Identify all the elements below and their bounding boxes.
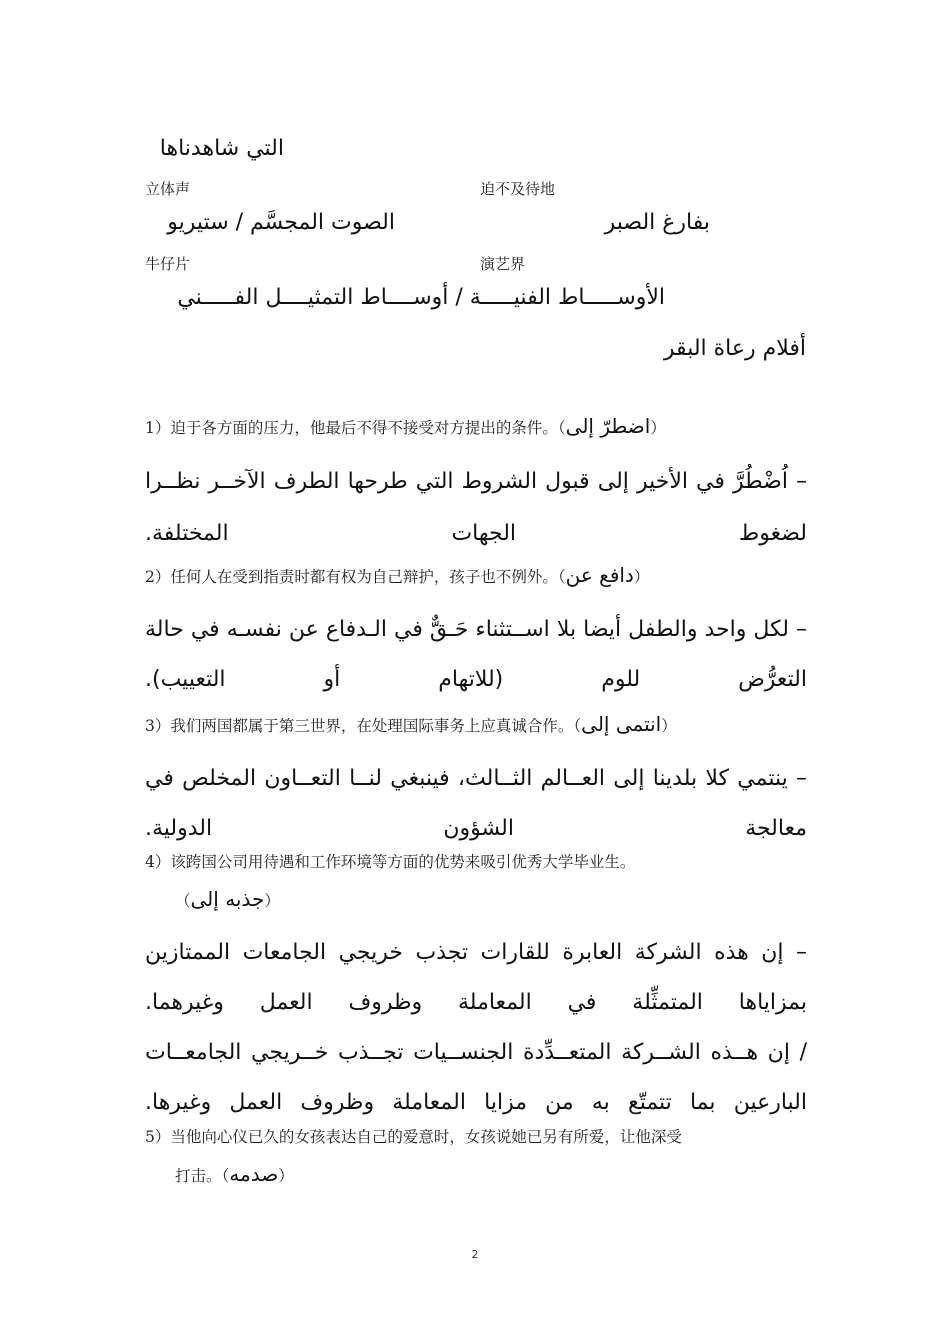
vocab-continuation-line: التي شاهدناها: [159, 136, 284, 161]
example-zh-text: 迫于各方面的压力，他最后不得不接受对方提出的条件。: [170, 419, 558, 437]
example-keyword-line: （جذبه إلى）: [175, 887, 280, 911]
example-translation-alt: / إن هــذه الشــركة المتعــدِّدة الجنســيات تجــذب خــريجي الجامعــات البارعين بما تتمتّع به من مزايا المعاملة وظروف العمل وغيرها.: [145, 1040, 807, 1115]
example-translation: – إن هذه الشركة العابرة للقارات تجذب خريجي الجامعات الممتازين بمزاياها المتمثِّلة في المعاملة وظروف العمل وغيرهما.: [145, 940, 807, 1015]
vocab-ar-term: الأوســـــاط الفنيـــــة / أوســــاط التمثيــــل الفـــــني: [177, 285, 665, 310]
vocab-zh-term: 立体声: [145, 180, 191, 198]
example-zh-text: 该跨国公司用待遇和工作环境等方面的优势来吸引优秀大学毕业生。: [170, 853, 636, 871]
vocab-zh-term: 演艺界: [480, 255, 526, 273]
example-number: 2）: [145, 568, 171, 586]
example-number: 5）: [145, 1128, 171, 1146]
example-number: 4）: [145, 853, 171, 871]
example-translation: – لكل واحد والطفل أيضا بلا اســتثناء حَـقٌّ في الـدفاع عن نفسـه في حالة التعرُّض للوم (للاتهام أو التعييب).: [145, 617, 807, 692]
example-zh-text: 任何人在受到指责时都有权为自己辩护，孩子也不例外。: [170, 568, 558, 586]
example-keyword: انتمى إلى: [581, 712, 662, 736]
example-sentence: 1）迫于各方面的压力，他最后不得不接受对方提出的条件。（اضطرّ إلى）: [145, 414, 666, 438]
example-translation: – اُضْطُرَّ في الأخير إلى قبول الشروط التي طرحها الطرف الآخــر نظــرا لضغوط الجهات المختلفة.: [145, 469, 807, 546]
example-keyword: اضطرّ إلى: [565, 414, 651, 438]
example-zh-text: 当他向心仪已久的女孩表达自己的爱意时，女孩说她已另有所爱，让他深受: [170, 1128, 682, 1146]
vocab-ar-term: أفلام رعاة البقر: [663, 336, 806, 361]
example-sentence: [145, 1125, 682, 1147]
example-sentence: [145, 850, 635, 872]
vocab-ar-term: بفارغ الصبر: [604, 210, 710, 235]
example-zh-text: 我们两国都属于第三世界，在处理国际事务上应真诚合作。: [170, 717, 574, 735]
example-keyword: دافع عن: [565, 563, 634, 587]
vocab-zh-term: 牛仔片: [145, 255, 191, 273]
example-sentence-cont: 打击。（صدمه）: [175, 1162, 294, 1186]
example-keyword: صدمه: [229, 1162, 279, 1186]
example-sentence: 3）我们两国都属于第三世界，在处理国际事务上应真诚合作。（انتمى إلى）: [145, 712, 677, 736]
vocab-ar-term: الصوت المجسَّم / ستيريو: [167, 210, 395, 235]
example-translation: – ينتمي كلا بلدينا إلى العــالم الثــالث، فينبغي لنــا التعــاون المخلص في معالجة الشؤون الدولية.: [145, 766, 807, 841]
example-sentence: 2）任何人在受到指责时都有权为自己辩护，孩子也不例外。（دافع عن）: [145, 563, 650, 587]
example-zh-text: 打击。: [175, 1167, 222, 1185]
example-number: 3）: [145, 717, 171, 735]
example-keyword: جذبه إلى: [190, 887, 265, 911]
example-number: 1）: [145, 419, 171, 437]
vocab-zh-term: 迫不及待地: [480, 180, 556, 198]
page-number: 2: [471, 1248, 479, 1261]
